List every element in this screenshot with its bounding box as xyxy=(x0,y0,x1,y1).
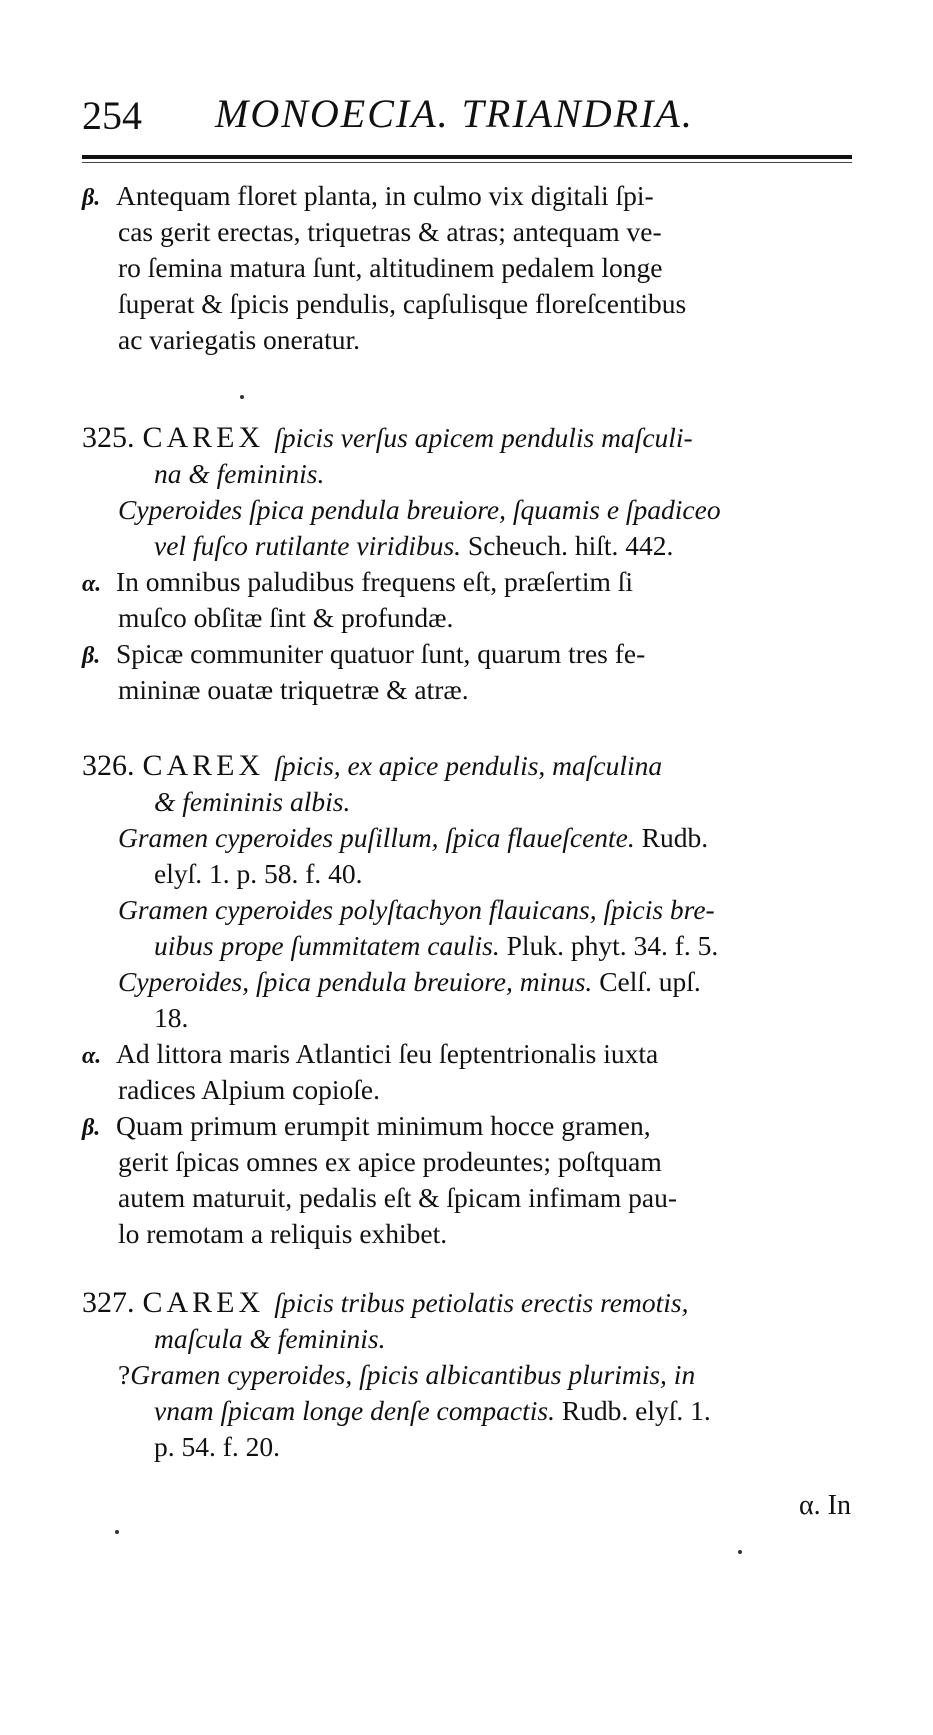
header-rule-thin xyxy=(82,162,852,163)
genus-name: CAREX xyxy=(142,749,265,782)
genus-name: CAREX xyxy=(142,421,265,454)
print-speck xyxy=(115,1530,119,1534)
alpha-marker: α. xyxy=(82,1043,102,1069)
header-rule xyxy=(82,155,852,159)
text-line: ſuperat & ſpicis pendulis, capſulisque floreſcentibus xyxy=(118,288,687,319)
genus-name: CAREX xyxy=(142,1286,265,1319)
diagnosis: ſpicis verſus apicem pendulis maſculi- xyxy=(274,422,693,453)
query-marker: ? xyxy=(118,1359,131,1390)
synonym: Gramen cyperoides, ſpicis albicantibus plurimis, in xyxy=(130,1359,696,1390)
text-line: gerit ſpicas omnes ex apice prodeuntes; poſtquam xyxy=(118,1146,662,1177)
text-line: Spicæ communiter quatuor ſunt, quarum tres fe- xyxy=(116,638,646,669)
alpha-marker: α. xyxy=(82,571,102,597)
synonym: Gramen cyperoides puſillum, ſpica flaueſcente. xyxy=(118,822,635,853)
diagnosis: & femininis albis. xyxy=(154,786,351,817)
synonym: Cyperoides ſpica pendula breuiore, ſquamis e ſpadiceo xyxy=(118,494,721,525)
text-line: In omnibus paludibus frequens eſt, præſertim ſi xyxy=(116,566,634,597)
reference: Celſ. upſ. xyxy=(599,966,701,997)
print-speck xyxy=(738,1550,742,1554)
beta-paragraph xyxy=(82,178,852,358)
diagnosis: na & femininis. xyxy=(154,458,325,489)
text-line: muſco obſitæ ſint & profundæ. xyxy=(118,602,454,633)
text-line: ro ſemina matura ſunt, altitudinem pedalem longe xyxy=(118,252,663,283)
text-line: Ad littora maris Atlantici ſeu ſeptentrionalis iuxta xyxy=(116,1038,659,1069)
diagnosis: ſpicis, ex apice pendulis, maſculina xyxy=(274,750,663,781)
diagnosis: ſpicis tribus petiolatis erectis remotis, xyxy=(274,1287,689,1318)
text-line: autem maturuit, pedalis eſt & ſpicam infimam pau- xyxy=(118,1182,678,1213)
reference: Rudb. xyxy=(641,822,709,853)
catchword: α. In xyxy=(799,1490,851,1521)
entry-325 xyxy=(82,420,852,708)
text-line: Quam primum erumpit minimum hocce gramen, xyxy=(116,1110,651,1141)
text-line: ac variegatis oneratur. xyxy=(118,324,361,355)
entry-number: 327. xyxy=(82,1286,135,1319)
text-line: mininæ ouatæ triquetræ & atræ. xyxy=(118,674,469,705)
reference: Scheuch. hiſt. 442. xyxy=(467,530,674,561)
entry-327 xyxy=(82,1285,852,1465)
synonym: Gramen cyperoides polyſtachyon flauicans, ſpicis bre- xyxy=(118,894,715,925)
synonym: vel fuſco rutilante viridibus. xyxy=(154,530,462,561)
reference: p. 54. f. 20. xyxy=(154,1431,281,1462)
text-line: cas gerit erectas, triquetras & atras; antequam ve- xyxy=(118,216,662,247)
running-head: MONOECIA. TRIANDRIA. xyxy=(215,91,694,136)
beta-marker: β. xyxy=(82,185,101,211)
synonym: vnam ſpicam longe denſe compactis. xyxy=(154,1395,555,1426)
reference: 18. xyxy=(154,1002,189,1033)
text-line: Antequam floret planta, in culmo vix digitali ſpi- xyxy=(116,180,654,211)
reference: Pluk. phyt. 34. f. 5. xyxy=(506,930,719,961)
text-line: radices Alpium copioſe. xyxy=(118,1074,380,1105)
reference: Rudb. elyſ. 1. xyxy=(561,1395,711,1426)
entry-number: 325. xyxy=(82,421,135,454)
beta-marker: β. xyxy=(82,643,101,669)
entry-number: 326. xyxy=(82,749,135,782)
synonym: uibus prope ſummitatem caulis. xyxy=(154,930,500,961)
page-number: 254 xyxy=(82,93,142,138)
diagnosis: maſcula & femininis. xyxy=(154,1323,386,1354)
beta-marker: β. xyxy=(82,1115,101,1141)
entry-326 xyxy=(82,748,852,1252)
reference: elyſ. 1. p. 58. f. 40. xyxy=(154,858,363,889)
text-line: lo remotam a reliquis exhibet. xyxy=(118,1218,448,1249)
synonym: Cyperoides, ſpica pendula breuiore, minus. xyxy=(118,966,593,997)
print-speck xyxy=(240,395,244,399)
